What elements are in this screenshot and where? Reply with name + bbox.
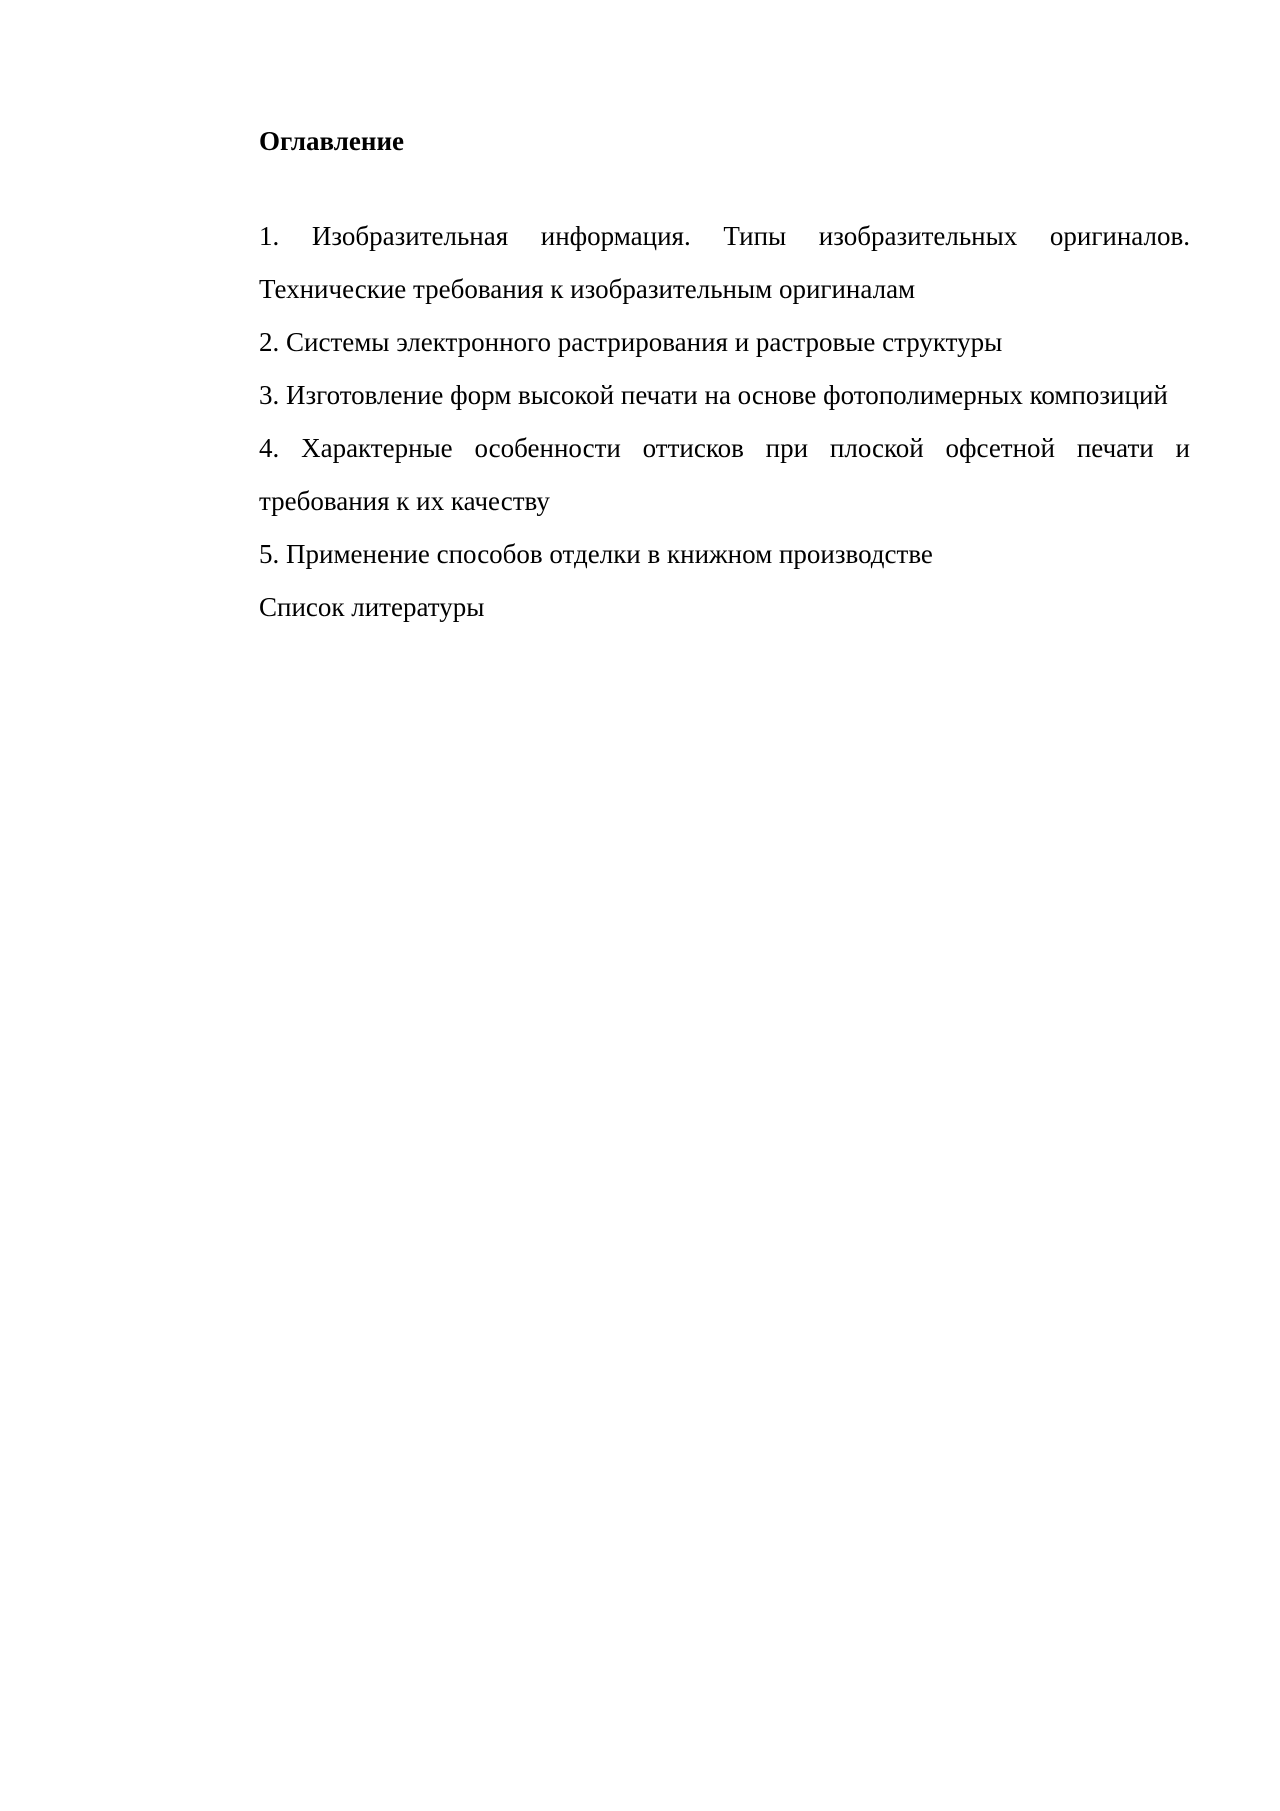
toc-item-3: 3. Изготовление форм высокой печати на основе фотополимерных композиций [259,380,1168,410]
toc-item-1: 1. Изобразительная информация. Типы изобразительных оригиналов. Технические требования к изобразительным оригиналам [259,221,1190,304]
toc-item-5: 5. Применение способов отделки в книжном производстве [259,539,933,569]
toc-heading: Оглавление [259,126,404,156]
table-of-contents [259,120,1190,634]
toc-item-2: 2. Системы электронного растрирования и растровые структуры [259,327,1003,357]
toc-item-bibliography: Список литературы [259,592,485,622]
toc-list [259,210,1190,634]
toc-item-4: 4. Характерные особенности оттисков при плоской офсетной печати и требования к их качеству [259,433,1190,516]
